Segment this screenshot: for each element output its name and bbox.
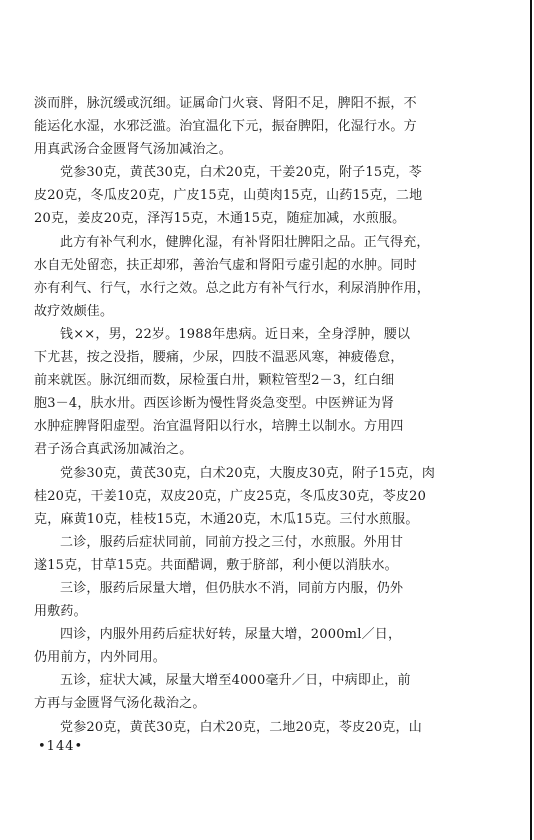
text-line: 20克，姜皮20克，泽泻15克，木通15克，随症加减，水煎服。 — [34, 211, 406, 227]
text-line: 党参30克，黄芪30克，白术20克，干姜20克，附子15克，苓 — [60, 165, 422, 181]
text-line: 五诊，症状大减，尿量大增至4000毫升／日，中病即止，前 — [60, 673, 411, 689]
body-text — [34, 92, 472, 739]
page-edge-line — [530, 0, 532, 840]
text-line: 故疗效颇佳。 — [34, 303, 114, 319]
text-line: 党参30克，黄芪30克，白术20克，大腹皮30克，附子15克，肉 — [60, 465, 436, 481]
text-line: 淡而胖，脉沉缓或沉细。证属命门火衰、肾阳不足，脾阳不振，不 — [34, 96, 417, 111]
text-line: 用真武汤合金匮肾气汤加减治之。 — [34, 142, 233, 158]
text-line: 前来就医。脉沉细而数，尿检蛋白卅，颗粒管型2－3，红白细 — [34, 373, 395, 389]
text-line: 仍用前方，内外同用。 — [34, 650, 167, 666]
page-number: •144• — [38, 739, 84, 754]
text-line: 钱××，男，22岁。1988年患病。近日来，全身浮肿，腰以 — [60, 326, 411, 342]
text-line: 党参20克，黄芪30克，白术20克，二地20克，苓皮20克，山 — [60, 719, 422, 735]
text-line: 胞3－4，肤水卅。西医诊断为慢性肾炎急变型。中医辨证为肾 — [34, 396, 395, 412]
text-line: 四诊，内服外用药后症状好转，尿量大增，2000ml／日， — [60, 627, 402, 643]
text-line: 用敷药。 — [34, 604, 87, 620]
text-line: 能运化水湿，水邪泛滥。治宜温化下元，振奋脾阳，化湿行水。方 — [34, 119, 417, 135]
text-line: 三诊，服药后尿量大增，但仍肤水不消，同前方内服，仍外 — [60, 580, 404, 596]
text-line: 皮20克，冬瓜皮20克，广皮15克，山萸肉15克，山药15克，二地 — [34, 188, 423, 204]
text-line: 水自无处留恋，扶正却邪，善治气虚和肾阳亏虚引起的水肿。同时 — [34, 257, 417, 273]
text-line: 遂15克，甘草15克。共面醋调，敷于脐部，利小便以消肤水。 — [34, 557, 398, 573]
text-line: 桂20克，干姜10克，双皮20克，广皮25克，冬瓜皮30克，苓皮20 — [34, 488, 427, 504]
text-line: 君子汤合真武汤加减治之。 — [34, 442, 193, 458]
text-line: 二诊，服药后症状同前，同前方投之三付，水煎服。外用甘 — [60, 534, 404, 550]
text-line: 此方有补气利水，健脾化湿，有补肾阳壮脾阳之品。正气得充， — [60, 234, 430, 250]
text-line: 方再与金匮肾气汤化裁治之。 — [34, 696, 206, 712]
text-line: 克，麻黄10克，桂枝15克，木通20克，木瓜15克。三付水煎服。 — [34, 511, 419, 527]
text-line: 亦有利气、行气，水行之效。总之此方有补气行水，利尿消肿作用， — [34, 280, 431, 296]
text-line: 水肿症脾肾阳虚型。治宜温肾阳以行水，培脾土以制水。方用四 — [34, 419, 404, 435]
text-line: 下尤甚，按之没指，腰痛，少尿，四肢不温恶风寒，神疲倦怠， — [34, 350, 404, 366]
